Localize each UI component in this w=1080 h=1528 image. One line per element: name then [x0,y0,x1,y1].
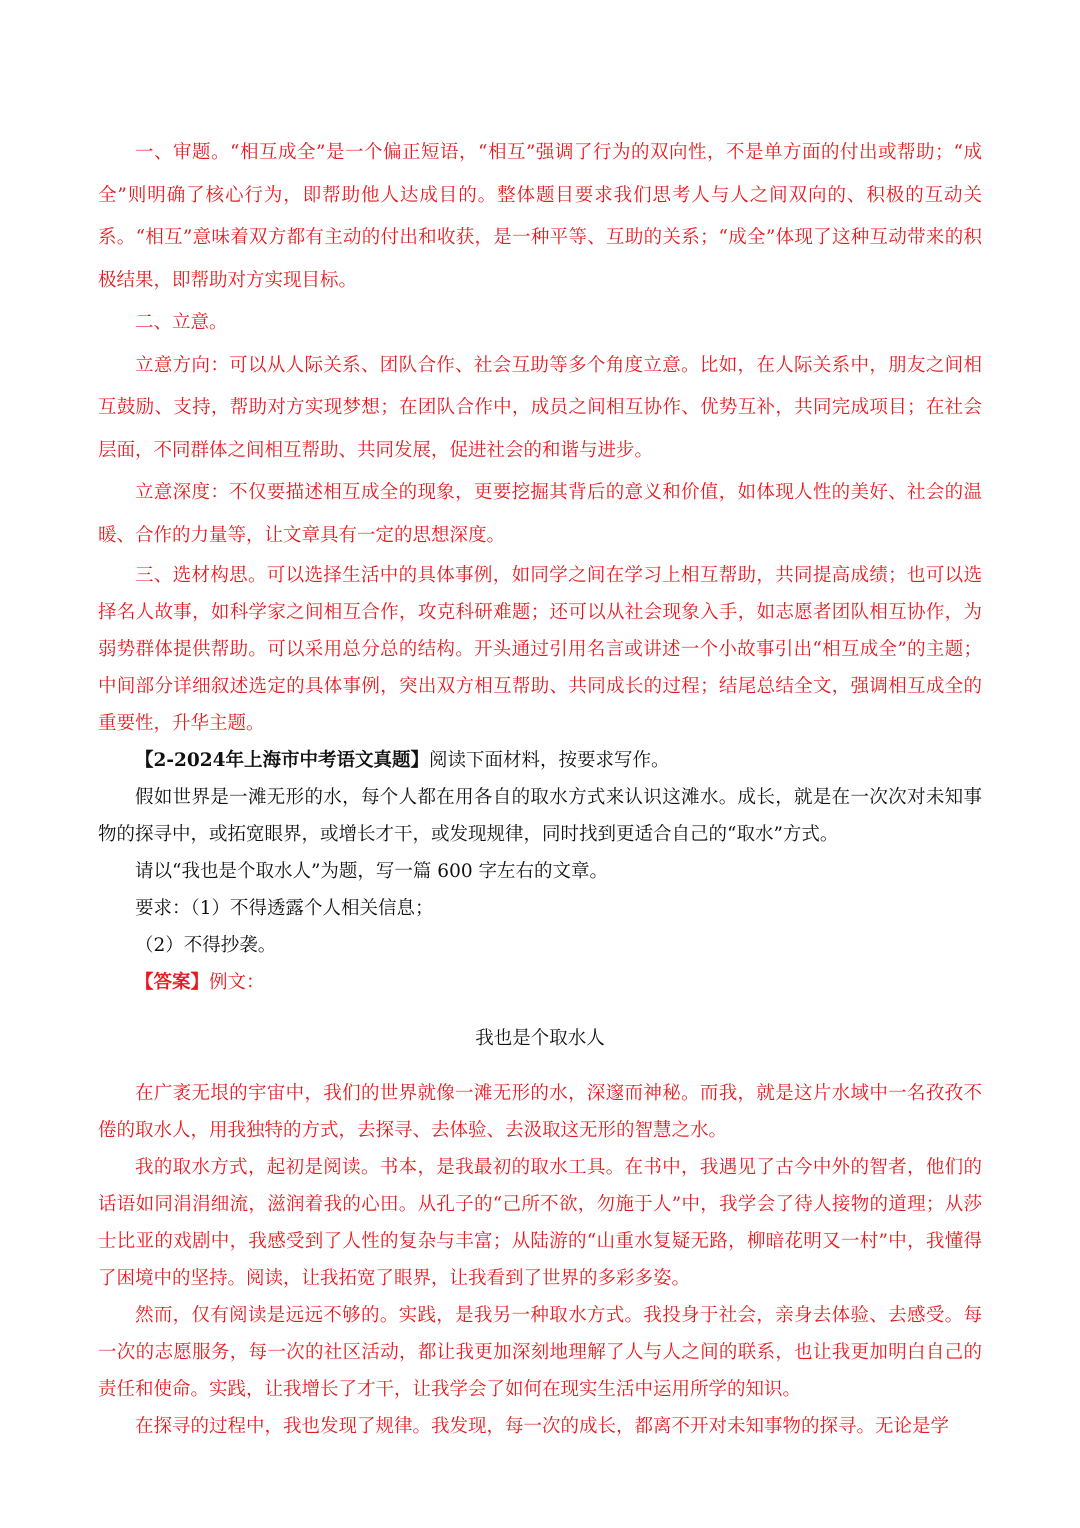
answer-label-line [98,964,982,1001]
essay-paragraph-1: 在广袤无垠的宇宙中，我们的世界就像一滩无形的水，深邃而神秘。而我，就是这片水域中一名孜孜不倦的取水人，用我独特的方式，去探寻、去体验、去汲取这无形的智慧之水。 [98,1083,982,1141]
question-source-label: 【2-2024年上海市中考语文真题】 [135,750,430,771]
question-requirement-2: （2）不得抄袭。 [135,935,277,956]
question-heading-line [98,742,982,779]
question-prompt: 请以“我也是个取水人”为题，写一篇 600 字左右的文章。 [135,861,608,882]
essay-paragraph-4: 在探寻的过程中，我也发现了规律。我发现，每一次的成长，都离不开对未知事物的探寻。无论是学 [135,1416,950,1437]
document-page [98,132,982,1445]
essay-paragraph-3: 然而，仅有阅读是远远不够的。实践，是我另一种取水方式。我投身于社会，亲身去体验、去感受。每一次的志愿服务，每一次的社区活动，都让我更加深刻地理解了人与人之间的联系，也让我更加明白自己的责任和使命。实践，让我增长了才干，让我学会了如何在现实生活中运用所学的知识。 [98,1305,982,1400]
answer-label: 【答案】 [135,972,210,993]
analysis-paragraph-intent-depth: 立意深度：不仅要描述相互成全的现象，更要挖掘其背后的意义和价值，如体现人性的美好、社会的温暖、合作的力量等，让文章具有一定的思想深度。 [98,482,982,546]
analysis-paragraph-intent-direction: 立意方向：可以从人际关系、团队合作、社会互助等多个角度立意。比如，在人际关系中，朋友之间相互鼓励、支持，帮助对方实现梦想；在团队合作中，成员之间相互协作、优势互补，共同完成项目；在社会层面，不同群体之间相互帮助、共同发展，促进社会的和谐与进步。 [98,354,982,461]
analysis-heading-intent: 二、立意。 [135,312,228,333]
answer-label-rest: 例文： [209,972,265,993]
essay-title: 我也是个取水人 [475,1027,605,1049]
analysis-paragraph-material: 三、选材构思。可以选择生活中的具体事例，如同学之间在学习上相互帮助，共同提高成绩；也可以选择名人故事，如科学家之间相互合作，攻克科研难题；还可以从社会现象入手，如志愿者团队相互协作，为弱势群体提供帮助。可以采用总分总的结构。开头通过引用名言或讲述一个小故事引出“相互成全”的主题；中间部分详细叙述选定的具体事例，突出双方相互帮助、共同成长的过程；结尾总结全文，强调相互成全的重要性，升华主题。 [98,565,982,734]
essay-paragraph-2: 我的取水方式，起初是阅读。书本，是我最初的取水工具。在书中，我遇见了古今中外的智者，他们的话语如同涓涓细流，滋润着我的心田。从孔子的“己所不欲，勿施于人”中，我学会了待人接物的道理；从莎士比亚的戏剧中，我感受到了人性的复杂与丰富；从陆游的“山重水复疑无路，柳暗花明又一村”中，我懂得了困境中的坚持。阅读，让我拓宽了眼界，让我看到了世界的多彩多姿。 [98,1157,982,1289]
question-material: 假如世界是一滩无形的水，每个人都在用各自的取水方式来认识这滩水。成长，就是在一次次对未知事物的探寻中，或拓宽眼界，或增长才干，或发现规律，同时找到更适合自己的“取水”方式。 [98,787,982,845]
question-instruction: 阅读下面材料，按要求写作。 [429,750,670,771]
question-requirement-1: 要求：（1）不得透露个人相关信息； [135,898,434,919]
analysis-paragraph-review: 一、审题。“相互成全”是一个偏正短语，“相互”强调了行为的双向性，不是单方面的付出或帮助；“成全”则明确了核心行为，即帮助他人达成目的。整体题目要求我们思考人与人之间双向的、积极的互动关系。“相互”意味着双方都有主动的付出和收获，是一种平等、互助的关系；“成全”体现了这种互动带来的积极结果，即帮助对方实现目标。 [98,142,982,291]
